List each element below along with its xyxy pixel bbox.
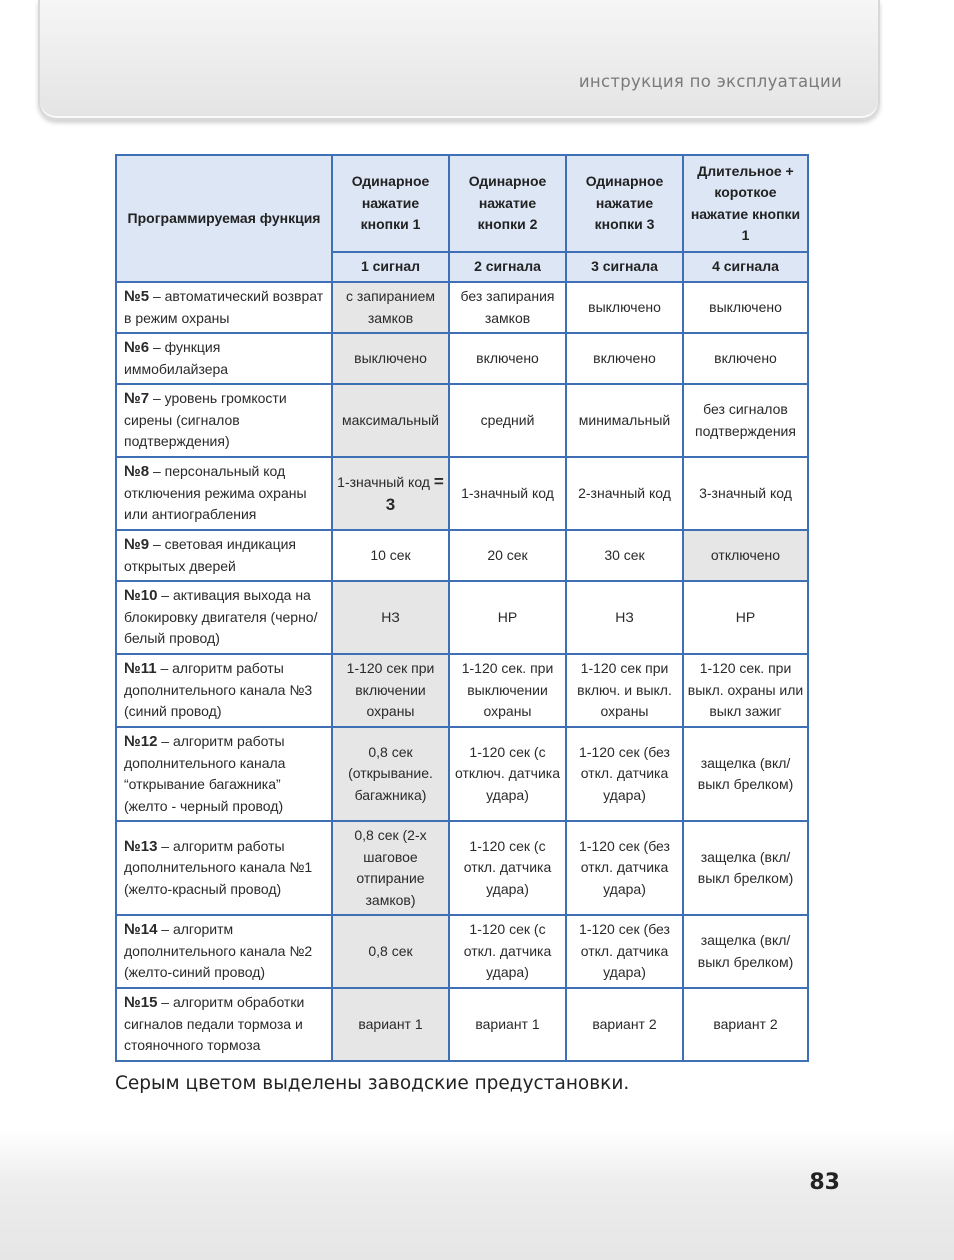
function-number: №7 <box>124 390 150 408</box>
function-cell <box>116 457 332 530</box>
function-number: №15 <box>124 994 158 1012</box>
function-number: №8 <box>124 463 150 481</box>
function-cell <box>116 581 332 654</box>
column-header: Одинарное нажатие кнопки 3 <box>566 155 683 252</box>
function-cell <box>116 821 332 915</box>
function-number: №10 <box>124 587 158 605</box>
value-cell: 10 сек <box>332 530 449 581</box>
value-cell: вариант 2 <box>566 988 683 1061</box>
value-cell: 1-120 сек (с откл. датчика удара) <box>449 821 566 915</box>
function-desc: – активация выхода на блокировку двигателя (черно/белый провод) <box>124 587 318 647</box>
value-cell: 0,8 сек (2-х шаговое отпирание замков) <box>332 821 449 915</box>
value-cell: НР <box>683 581 808 654</box>
header-band <box>38 0 880 120</box>
function-desc: – персональный код отключения режима охраны или антиограбления <box>124 463 307 523</box>
table-row <box>116 384 808 457</box>
settings-table <box>115 154 809 1062</box>
function-number: №11 <box>124 660 157 678</box>
value-cell: без запирания замков <box>449 282 566 333</box>
column-header: Длительное + короткое нажатие кнопки 1 <box>683 155 808 252</box>
function-desc: – уровень громкости сирены (сигналов подтверждения) <box>124 390 287 450</box>
value-cell: 1-120 сек (с откл. датчика удара) <box>449 915 566 988</box>
footnote: Серым цветом выделены заводские предустановки. <box>115 1073 630 1094</box>
function-cell <box>116 727 332 821</box>
value-cell: 1-120 сек (с отключ. датчика удара) <box>449 727 566 821</box>
value-cell: средний <box>449 384 566 457</box>
value-cell: 1-120 сек (без откл. датчика удара) <box>566 915 683 988</box>
value-cell: выключено <box>683 282 808 333</box>
function-cell <box>116 282 332 333</box>
function-cell <box>116 384 332 457</box>
function-number: №14 <box>124 921 158 939</box>
value-cell: без сигналов подтверждения <box>683 384 808 457</box>
table-row <box>116 581 808 654</box>
value-cell: выключено <box>566 282 683 333</box>
function-cell <box>116 654 332 727</box>
value-cell: 0,8 сек (открывание. багажника) <box>332 727 449 821</box>
value-cell: вариант 2 <box>683 988 808 1061</box>
value-cell: 2-значный код <box>566 457 683 530</box>
table-row <box>116 333 808 384</box>
value-cell: минимальный <box>566 384 683 457</box>
value-cell: НЗ <box>332 581 449 654</box>
value-cell: 1-120 сек. при выкл. охраны или выкл зажиг <box>683 654 808 727</box>
page-number: 83 <box>809 1170 840 1195</box>
signal-header: 3 сигнала <box>566 252 683 282</box>
table-row <box>116 727 808 821</box>
value-cell: 30 сек <box>566 530 683 581</box>
value-cell: выключено <box>332 333 449 384</box>
code-value: = 3 <box>385 472 444 514</box>
function-desc: – алгоритм дополнительного канала №2 (желто-синий провод) <box>124 921 313 981</box>
value-cell: отключено <box>683 530 808 581</box>
table-row <box>116 654 808 727</box>
function-desc: – алгоритм обработки сигналов педали тормоза и стояночного тормоза <box>124 994 305 1054</box>
function-cell <box>116 915 332 988</box>
value-cell: включено <box>566 333 683 384</box>
table-row <box>116 988 808 1061</box>
value-cell: включено <box>449 333 566 384</box>
function-desc: – алгоритм работы дополнительного канала №1 (желто-красный провод) <box>124 837 313 897</box>
function-number: №6 <box>124 339 150 356</box>
value-cell: защелка (вкл/выкл брелком) <box>683 821 808 915</box>
value-cell: защелка (вкл/выкл брелком) <box>683 915 808 988</box>
function-cell <box>116 333 332 384</box>
value-cell: 1-120 сек при включении охраны <box>332 654 449 727</box>
function-header: Программируемая функция <box>116 155 332 282</box>
value-cell: 3-значный код <box>683 457 808 530</box>
table-row <box>116 282 808 333</box>
value-cell: НР <box>449 581 566 654</box>
value-cell: защелка (вкл/выкл брелком) <box>683 727 808 821</box>
function-cell <box>116 988 332 1061</box>
value-cell: 1-120 сек. при выключении охраны <box>449 654 566 727</box>
function-desc: – автоматический возврат в режим охраны <box>124 288 324 326</box>
code-text: 1-значный код <box>337 474 430 490</box>
column-header: Одинарное нажатие кнопки 2 <box>449 155 566 252</box>
signal-header: 4 сигнала <box>683 252 808 282</box>
column-header: Одинарное нажатие кнопки 1 <box>332 155 449 252</box>
value-cell: вариант 1 <box>332 988 449 1061</box>
function-number: №13 <box>124 837 158 855</box>
function-cell <box>116 530 332 581</box>
value-cell: 1-значный код <box>449 457 566 530</box>
value-cell: 1-120 сек при включ. и выкл. охраны <box>566 654 683 727</box>
header-title: инструкция по эксплуатации <box>578 72 842 91</box>
value-cell: 1-120 сек (без откл. датчика удара) <box>566 727 683 821</box>
value-cell: максимальный <box>332 384 449 457</box>
signal-header: 1 сигнал <box>332 252 449 282</box>
function-desc: – алгоритм работы дополнительного канала “открывание багажника” (желто - черный провод) <box>124 733 286 814</box>
value-cell <box>332 457 449 530</box>
value-cell: включено <box>683 333 808 384</box>
function-number: №9 <box>124 536 150 553</box>
value-cell: вариант 1 <box>449 988 566 1061</box>
signal-header: 2 сигнала <box>449 252 566 282</box>
function-number: №5 <box>124 288 150 305</box>
function-desc: – алгоритм работы дополнительного канала №3 (синий провод) <box>124 660 313 720</box>
function-desc: – световая индикация открытых дверей <box>124 536 297 574</box>
value-cell: 20 сек <box>449 530 566 581</box>
table-row <box>116 530 808 581</box>
function-number: №12 <box>124 733 158 750</box>
value-cell: с запиранием замков <box>332 282 449 333</box>
value-cell: НЗ <box>566 581 683 654</box>
function-desc: – функция иммобилайзера <box>124 339 229 377</box>
table-row <box>116 457 808 530</box>
value-cell: 1-120 сек (без откл. датчика удара) <box>566 821 683 915</box>
table-row <box>116 915 808 988</box>
value-cell: 0,8 сек <box>332 915 449 988</box>
table-row <box>116 821 808 915</box>
